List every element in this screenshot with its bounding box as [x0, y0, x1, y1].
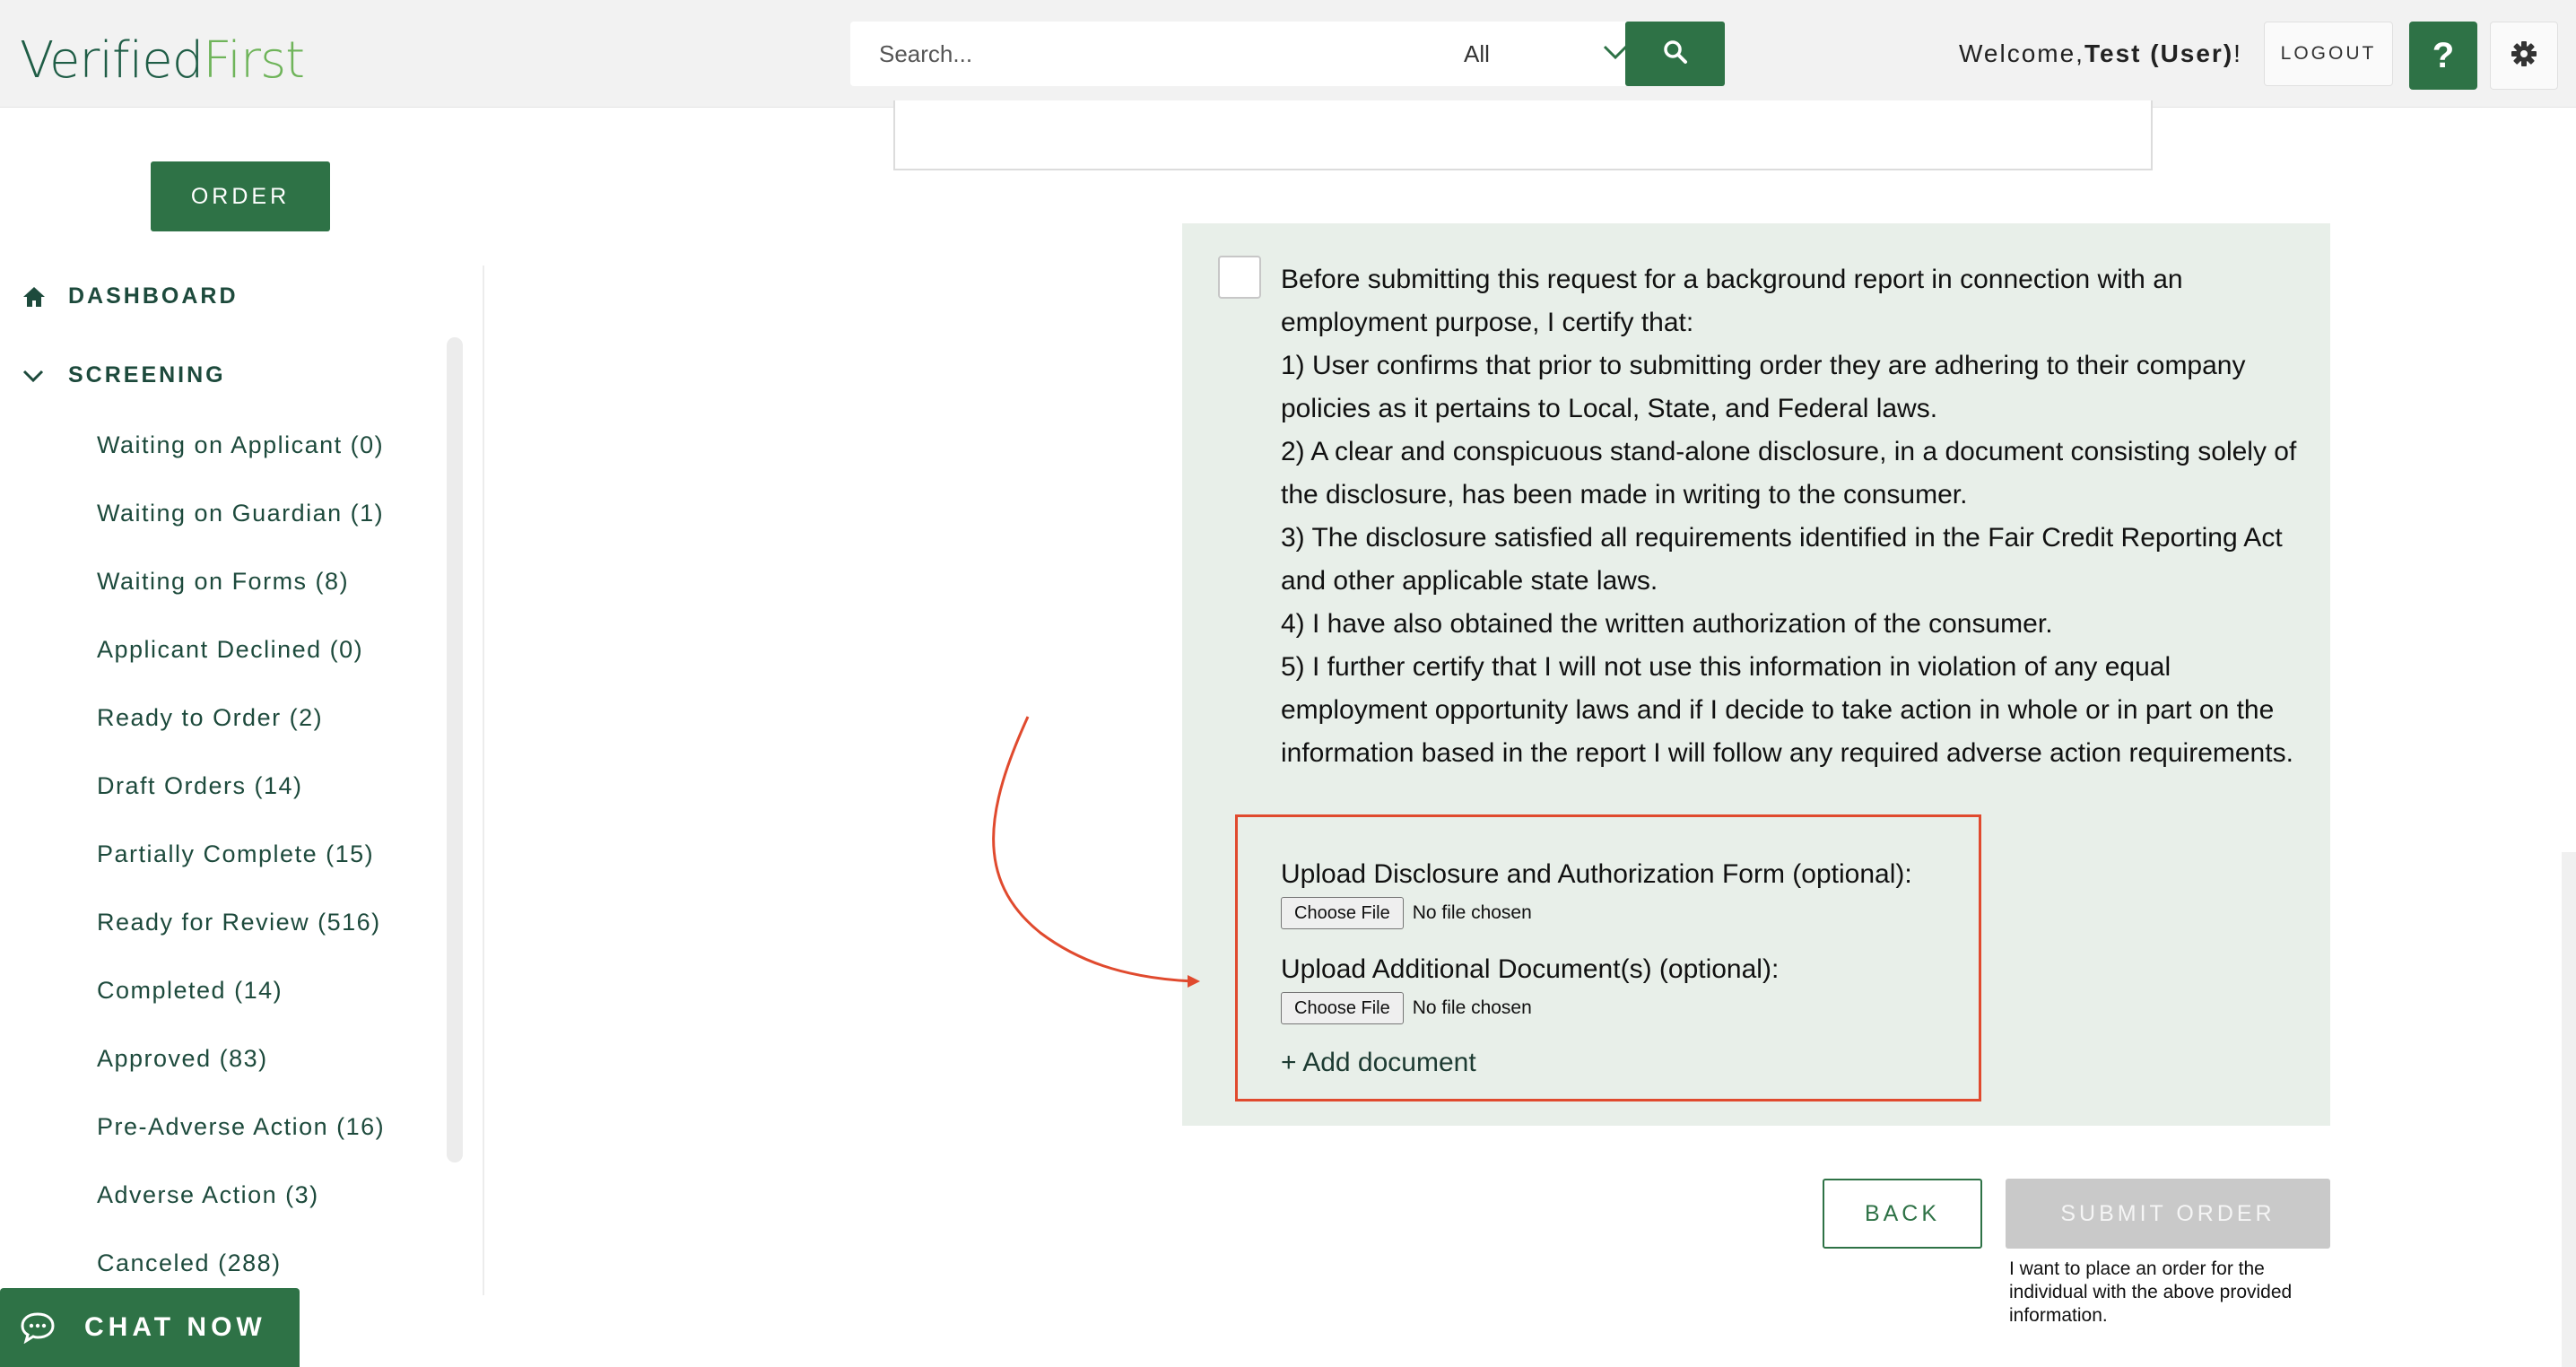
welcome-suffix: !	[2233, 39, 2242, 67]
sidebar-item-ready-to-order[interactable]: Ready to Order (2)	[97, 704, 324, 731]
settings-button[interactable]	[2490, 22, 2558, 90]
upload-disclosure-label: Upload Disclosure and Authorization Form (optional):	[1281, 859, 1912, 889]
certification-item-2: 2) A clear and conspicuous stand-alone disclosure, in a document consisting solely of the disclosure, has been made in writing to the consumer.	[1281, 437, 2297, 509]
search-input[interactable]	[850, 22, 1424, 86]
submit-order-note: I want to place an order for the individual with the above provided information.	[2009, 1258, 2293, 1326]
sidebar-item-partially-complete[interactable]: Partially Complete (15)	[97, 840, 375, 867]
order-button[interactable]: ORDER	[151, 161, 330, 231]
certification-item-3: 3) The disclosure satisfied all requirements identified in the Fair Credit Reporting Act and other applicable state laws.	[1281, 523, 2283, 596]
chevron-down-icon	[22, 368, 48, 384]
sidebar-item-ready-for-review[interactable]: Ready for Review (516)	[97, 909, 381, 936]
upload-additional-file-input	[1281, 992, 1532, 1024]
submit-order-button[interactable]: SUBMIT ORDER	[2006, 1179, 2330, 1249]
welcome-prefix: Welcome,	[1959, 39, 2084, 67]
gear-icon	[2510, 39, 2538, 73]
certification-item-5: 5) I further certify that I will not use this information in violation of any equal employment opportunity laws and if I decide to take action in whole or in part on the information based in the report I will follow any required adverse action requirements.	[1281, 652, 2293, 768]
sidebar-item-applicant-declined[interactable]: Applicant Declined (0)	[97, 636, 364, 663]
file-status-text: No file chosen	[1412, 997, 1532, 1018]
screening-label: SCREENING	[68, 362, 226, 387]
screening-status-list	[97, 425, 385, 1311]
sidebar-item-dashboard[interactable]	[22, 283, 239, 309]
help-icon: ?	[2432, 35, 2455, 75]
page-scrollbar[interactable]	[2562, 852, 2576, 1367]
sidebar-item-draft-orders[interactable]: Draft Orders (14)	[97, 772, 303, 799]
verified-first-logo[interactable]	[20, 23, 305, 90]
sidebar-divider	[483, 266, 484, 1295]
upload-additional-label: Upload Additional Document(s) (optional):	[1281, 954, 1780, 984]
certification-item-4: 4) I have also obtained the written authorization of the consumer.	[1281, 609, 2053, 639]
search-scope-value: All	[1464, 39, 1490, 67]
back-button[interactable]: BACK	[1823, 1179, 1982, 1249]
sidebar-section-screening[interactable]	[22, 362, 226, 388]
sidebar-item-waiting-on-forms[interactable]: Waiting on Forms (8)	[97, 568, 350, 595]
sidebar-item-approved[interactable]: Approved (83)	[97, 1045, 268, 1072]
sidebar-item-completed[interactable]: Completed (14)	[97, 977, 283, 1004]
certification-item-1: 1) User confirms that prior to submitting order they are adhering to their company policies as it pertains to Local, State, and Federal laws.	[1281, 351, 2246, 423]
sidebar-item-canceled[interactable]: Canceled (288)	[97, 1249, 282, 1276]
sidebar-item-adverse-action[interactable]: Adverse Action (3)	[97, 1181, 319, 1208]
add-document-link[interactable]: + Add document	[1281, 1048, 1476, 1077]
sidebar-item-pre-adverse-action[interactable]: Pre-Adverse Action (16)	[97, 1113, 386, 1140]
upload-disclosure-file-input	[1281, 897, 1532, 929]
dashboard-label: DASHBOARD	[68, 283, 239, 309]
sidebar-item-waiting-on-guardian[interactable]: Waiting on Guardian (1)	[97, 500, 385, 527]
choose-file-button[interactable]: Choose File	[1281, 897, 1404, 929]
previous-section-box	[893, 100, 2153, 170]
search-scope-select[interactable]	[1464, 22, 1643, 86]
chat-now-label: CHAT NOW	[84, 1312, 266, 1342]
certification-checkbox[interactable]	[1218, 256, 1261, 299]
home-icon	[22, 285, 48, 309]
certification-text	[1281, 258, 2303, 775]
top-header	[0, 0, 2576, 108]
help-button[interactable]	[2409, 22, 2477, 90]
welcome-user-name: Test (User)	[2084, 39, 2234, 67]
file-status-text: No file chosen	[1412, 902, 1532, 923]
choose-file-button[interactable]: Choose File	[1281, 992, 1404, 1024]
logout-button[interactable]: LOGOUT	[2264, 22, 2393, 86]
welcome-message	[1959, 39, 2242, 68]
sidebar-item-waiting-on-applicant[interactable]: Waiting on Applicant (0)	[97, 431, 385, 458]
search-button[interactable]	[1625, 22, 1725, 86]
certification-intro: Before submitting this request for a background report in connection with an employment purpose, I certify that:	[1281, 265, 2183, 337]
sidebar-scrollbar[interactable]	[447, 337, 463, 1162]
logo-text-verified: Verified	[20, 31, 204, 90]
search-bar	[850, 22, 1725, 86]
search-icon	[1663, 39, 1688, 69]
annotation-arrow	[978, 709, 1211, 996]
chat-now-button[interactable]	[0, 1288, 300, 1367]
chat-bubble-icon	[20, 1311, 56, 1344]
logo-text-first: First	[203, 31, 305, 90]
